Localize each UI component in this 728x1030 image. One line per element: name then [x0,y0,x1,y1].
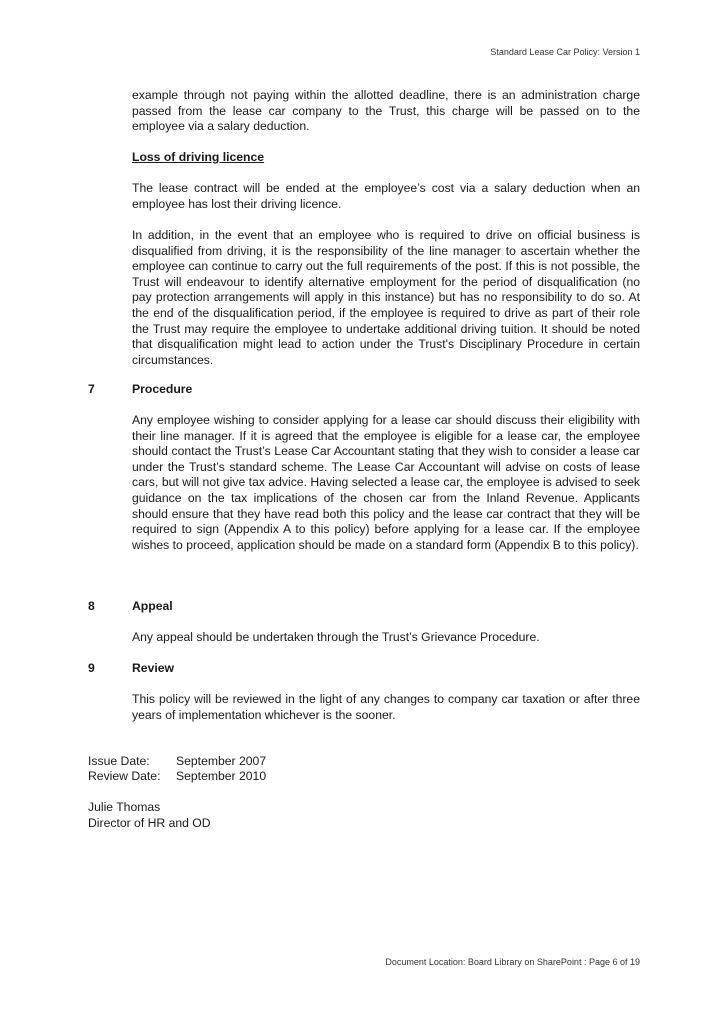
signatory-name: Julie Thomas [88,800,161,814]
review-date-label: Review Date: [88,769,161,783]
section-7-body: Any employee wishing to consider applying for a lease car should discuss their eligibility with their line manager. If it is agreed that the employee is eligible for a lease car, the employee should contact the Trust’s Lease Car Accountant stating that they wish to consider a lease car under the Trust’s standard scheme. The Lease Car Accountant will advise on costs of lease cars, but will not give tax advice. Having selected a lease car, the employee is advised to seek guidance on the tax implications of the chosen car from the Inland Revenue. Applicants should ensure that they have read both this policy and the lease car contract that they will be required to sign (Appendix A to this policy) before applying for a lease car. If the employee wishes to proceed, application should be made on a standard form (Appendix B to this policy). [132,413,640,552]
signatory-title: Director of HR and OD [88,816,211,830]
section-9-title: Review [132,661,175,675]
section-8-number: 8 [88,599,95,613]
loss-of-licence-paragraph-2: In addition, in the event that an employee who is required to drive on official business is disqualified from driving, it is the responsibility of the line manager to ascertain whether the employee can continue to carry out the full requirements of the post. If this is not possible, the Trust will endeavour to identify alternative employment for the period of disqualification (no pay protection arrangements will apply in this instance) but has no responsibility to do so. At the end of the disqualification period, if the employee is required to drive as part of their role the Trust may require the employee to undertake additional driving tuition. It should be noted that disqualification might lead to action under the Trust's Disciplinary Procedure in certain circumstances. [132,228,640,367]
intro-paragraph: example through not paying within the allotted deadline, there is an administration charge passed from the lease car company to the Trust, this charge will be passed on to the employee via a salary deduction. [132,88,640,134]
page-header: Standard Lease Car Policy: Version 1 [490,47,640,57]
page-footer: Document Location: Board Library on SharePoint : Page 6 of 19 [385,957,640,967]
loss-of-licence-heading: Loss of driving licence [132,150,265,164]
issue-date-label: Issue Date: [88,754,150,768]
section-9-body: This policy will be reviewed in the light of any changes to company car taxation or after three years of implementation whichever is the sooner. [132,692,640,722]
issue-date-value: September 2007 [176,754,267,768]
section-8-body: Any appeal should be undertaken through the Trust’s Grievance Procedure. [132,630,540,644]
section-8-title: Appeal [132,599,173,613]
loss-of-licence-paragraph-1: The lease contract will be ended at the employee’s cost via a salary deduction when an employee has lost their driving licence. [132,181,640,211]
section-9-number: 9 [88,661,95,675]
review-date-value: September 2010 [176,769,267,783]
section-7-number: 7 [88,382,95,396]
section-7-title: Procedure [132,382,193,396]
